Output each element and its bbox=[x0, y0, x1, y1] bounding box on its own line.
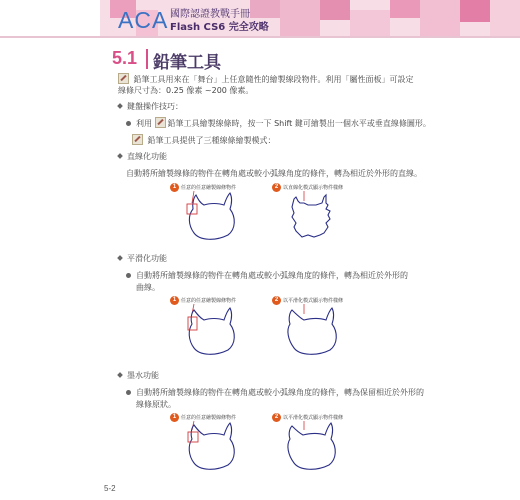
mode-heading-text: 平滑化功能 bbox=[127, 254, 167, 263]
figure-caption: 以直線化模式顯示物件樣條 bbox=[283, 185, 344, 191]
cat-drawing-freehand bbox=[170, 413, 260, 475]
tips-bullet bbox=[126, 117, 431, 129]
tips-heading-text: 鍵盤操作技巧： bbox=[127, 102, 183, 111]
diamond-bullet-icon bbox=[117, 255, 123, 261]
intro-text-2: 線條尺寸為：0.25 像素 ~200 像素。 bbox=[118, 86, 254, 95]
figure-freehand-2 bbox=[170, 296, 260, 360]
step-badge-1: 1 bbox=[170, 183, 179, 192]
step-badge-2: 2 bbox=[272, 296, 281, 305]
figure-freehand-1 bbox=[170, 183, 260, 243]
section-number: 5.1 bbox=[112, 48, 138, 68]
mode-ink-desc-1 bbox=[126, 387, 424, 398]
intro-text-1: 鉛筆工具用來在「舞台」上任意隨性的繪製線段物件。利用「屬性面板」可設定 bbox=[133, 75, 414, 84]
book-subtitle: Flash CS6 完全攻略 bbox=[170, 22, 269, 33]
figure-caption: 任意的任意繪製線條物件 bbox=[181, 298, 237, 304]
intro-line-1 bbox=[118, 73, 414, 85]
figure-caption: 以平滑化模式顯示物件樣條 bbox=[283, 415, 344, 421]
brand-logo: ACA bbox=[118, 7, 169, 33]
mode-straighten-desc: 自動將所繪製線條的物件在轉角處或較小弧線角度的條件，轉為相近於外形的直線。 bbox=[126, 169, 422, 178]
mode-heading-text: 直線化功能 bbox=[127, 152, 167, 161]
figure-caption: 任意的任意繪製線條物件 bbox=[181, 415, 237, 421]
cat-drawing-freehand bbox=[170, 296, 260, 360]
cat-drawing-ink bbox=[272, 413, 362, 475]
figure-ink bbox=[272, 413, 362, 475]
pencil-icon bbox=[132, 134, 143, 145]
figure-caption: 任意的任意繪製線條物件 bbox=[181, 185, 237, 191]
round-bullet-icon bbox=[126, 121, 131, 126]
mode-ink-heading bbox=[118, 370, 159, 381]
figure-freehand-3 bbox=[170, 413, 260, 475]
modes-intro bbox=[132, 134, 276, 146]
modes-intro-text: 鉛筆工具提供了三種線條繪製模式： bbox=[147, 136, 276, 145]
step-badge-2: 2 bbox=[272, 183, 281, 192]
mode-desc-text: 自動將所繪製線條的物件在轉角處或較小弧線角度的條件，轉為相近於外形的 bbox=[136, 271, 408, 280]
step-badge-2: 2 bbox=[272, 413, 281, 422]
mode-smooth-desc-1 bbox=[126, 270, 408, 281]
section-title: 鉛筆工具 bbox=[153, 53, 221, 73]
cat-drawing-straightened bbox=[272, 183, 362, 243]
section-title-divider bbox=[146, 49, 148, 69]
mode-straighten-heading bbox=[118, 151, 167, 162]
pencil-icon bbox=[155, 117, 166, 128]
mode-ink-desc-2: 線條原狀。 bbox=[136, 400, 176, 409]
figure-straightened bbox=[272, 183, 362, 243]
page-number: 5-2 bbox=[104, 484, 116, 493]
figure-caption: 以平滑化模式顯示物件樣條 bbox=[283, 298, 344, 304]
mode-smooth-heading bbox=[118, 253, 167, 264]
mode-desc-text: 自動將所繪製線條的物件在轉角處或較小弧線角度的條件，轉為保留相近於外形的 bbox=[136, 388, 424, 397]
step-badge-1: 1 bbox=[170, 413, 179, 422]
figure-smoothed bbox=[272, 296, 362, 360]
round-bullet-icon bbox=[126, 273, 131, 278]
round-bullet-icon bbox=[126, 390, 131, 395]
cat-drawing-freehand bbox=[170, 183, 260, 243]
tips-bullet-pre: 利用 bbox=[136, 119, 152, 128]
diamond-bullet-icon bbox=[117, 153, 123, 159]
header-banner bbox=[0, 0, 520, 38]
header-divider bbox=[0, 36, 520, 38]
step-badge-1: 1 bbox=[170, 296, 179, 305]
diamond-bullet-icon bbox=[117, 372, 123, 378]
mode-heading-text: 墨水功能 bbox=[127, 371, 159, 380]
tips-bullet-text: 鉛筆工具繪製線條時，按一下 Shift 鍵可繪製出一個水平或垂直線條圖形。 bbox=[167, 119, 431, 128]
mode-smooth-desc-2: 曲線。 bbox=[136, 283, 160, 292]
pencil-icon bbox=[118, 73, 129, 84]
book-title: 國際認證教戰手冊 bbox=[170, 9, 250, 20]
cat-drawing-smoothed bbox=[272, 296, 362, 360]
tips-heading bbox=[118, 101, 183, 112]
diamond-bullet-icon bbox=[117, 103, 123, 109]
